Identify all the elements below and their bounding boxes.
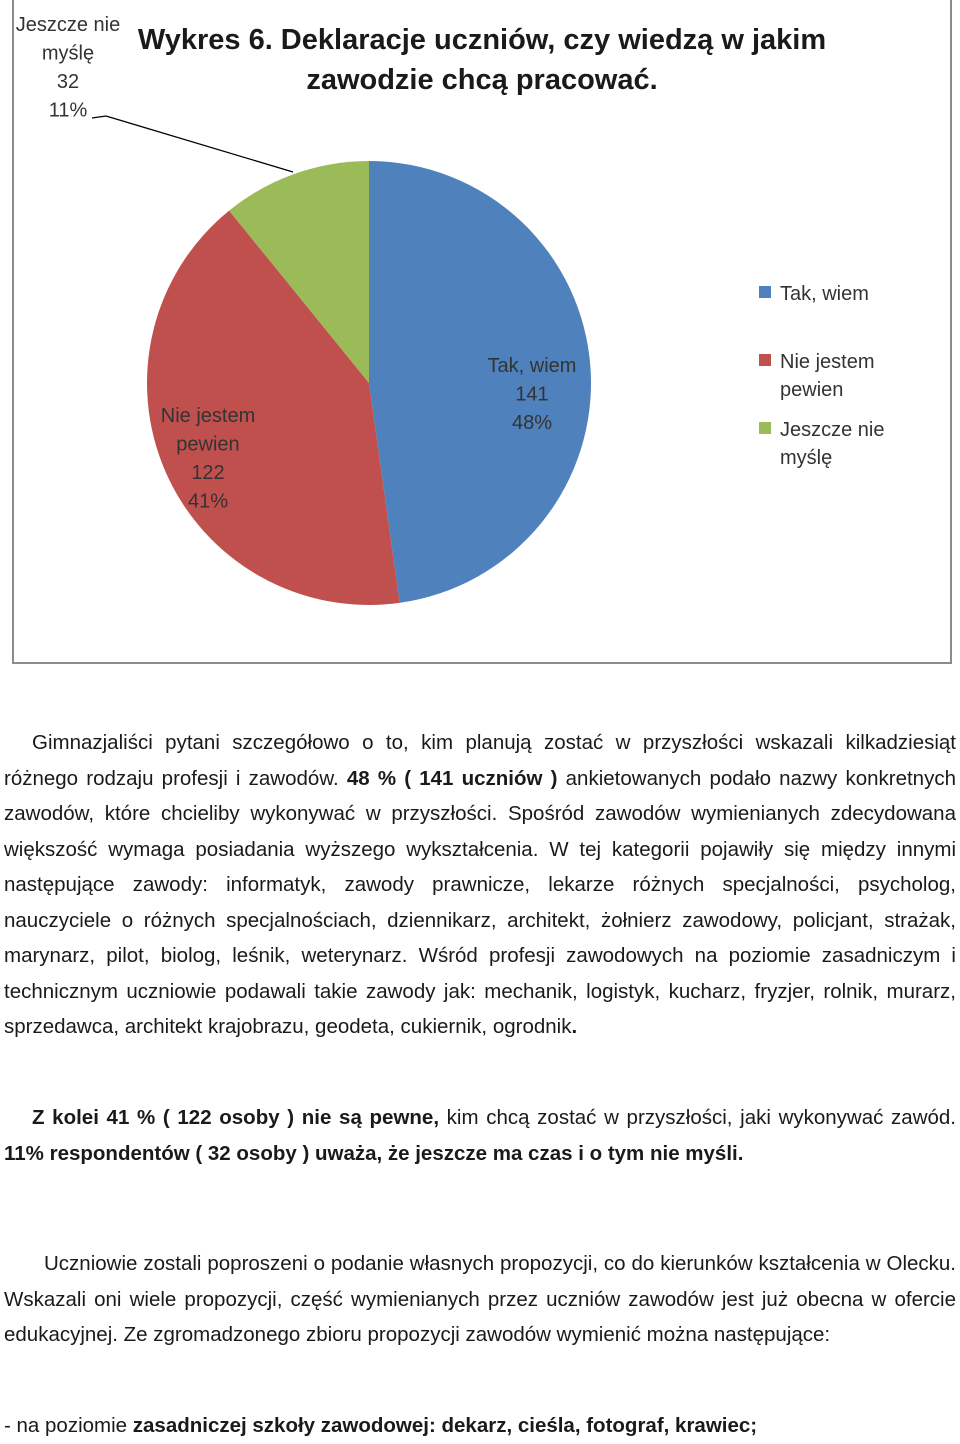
- paragraph-uncertain: [4, 1100, 956, 1171]
- slice-label-2-line-2: 32: [56, 71, 80, 93]
- legend-swatch-1: [759, 354, 771, 366]
- pie-slice-0: [369, 161, 591, 603]
- legend-label-1-line-1: pewien: [780, 379, 844, 401]
- p4-run-1: zasadniczej szkoły zawodowej: dekarz, cieśla, fotograf, krawiec;: [132, 1414, 758, 1437]
- legend-swatch-2: [759, 422, 771, 434]
- slice-label-0-line-2: 48%: [511, 412, 553, 434]
- p2-run-2: 11% respondentów ( 32 osoby ) uważa, że jeszcze ma czas i o tym nie myśli.: [4, 1141, 744, 1165]
- paragraph-professions: [4, 725, 956, 1045]
- slice-label-1-line-2: 122: [191, 462, 225, 484]
- slice-label-0-line-0: Tak, wiem: [487, 355, 577, 377]
- slice-label-1-line-3: 41%: [187, 490, 229, 513]
- p1-run-3: .: [571, 1015, 578, 1038]
- slice-label-1-line-1: pewien: [176, 433, 240, 456]
- paragraph-proposals: [4, 1246, 956, 1353]
- slice-label-2-line-0: Jeszcze nie: [15, 14, 121, 36]
- chart-title-line-2: zawodzie chcą pracować.: [306, 64, 658, 96]
- p1-run-0: Gimnazjaliści pytani szczegółowo o to, kim planują zostać w przyszłości wskazali kilkadziesiąt różnego rodzaju profesji i zawodów.: [4, 731, 956, 790]
- slice-label-0-line-1: 141: [515, 383, 549, 406]
- p1-run-1: 48 % ( 141 uczniów ): [346, 766, 558, 790]
- slice-label-2-line-3: 11%: [48, 99, 88, 122]
- legend-label-2-line-0: Jeszcze nie: [780, 419, 885, 441]
- legend-swatch-0: [759, 286, 771, 298]
- chart-title-line-1: Wykres 6. Deklaracje uczniów, czy wiedzą w jakim: [137, 24, 827, 56]
- slice-label-1-line-0: Nie jestem: [160, 405, 256, 427]
- legend-label-0-line-0: Tak, wiem: [780, 283, 869, 305]
- p2-run-1: kim chcą zostać w przyszłości, jaki wykonywać zawód.: [439, 1106, 956, 1129]
- pie-chart: [0, 0, 960, 680]
- legend-label-1-line-0: Nie jestem: [780, 351, 875, 373]
- p4-run-0: - na poziomie: [4, 1414, 133, 1437]
- legend-label-2-line-1: myślę: [780, 447, 833, 469]
- slice-label-2-line-1: myślę: [41, 42, 95, 65]
- p2-run-0: Z kolei 41 % ( 122 osoby ) nie są pewne,: [32, 1106, 440, 1129]
- paragraph-vocational-school: [4, 1408, 956, 1444]
- leader-line: [92, 116, 293, 172]
- p1-run-2: ankietowanych podało nazwy konkretnych zawodów, które chcieliby wykonywać w przyszłości. Spośród zawodów wymienianych zdecydowana większość wymaga posiadania wyższego wykształcenia. W tej kategorii pojawiły się między innymi następujące zawody: informatyk, zawody prawnicze, lekarze różnych specjalności, psycholog, nauczyciele o różnych specjalnościach, dziennikarz, architekt, żołnierz zawodowy, policjant, strażak, marynarz, pilot, biolog, leśnik, weterynarz. Wśród profesji zawodowych na poziomie zasadniczym i technicznym uczniowie podawali takie zawody jak: mechanik, logistyk, kucharz, fryzjer, rolnik, murarz, sprzedawca, architekt krajobrazu, geodeta, cukiernik, ogrodnik: [4, 766, 956, 1038]
- p3-run-0: Uczniowie zostali poproszeni o podanie własnych propozycji, co do kierunków kształcenia w Olecku. Wskazali oni wiele propozycji, część wymienianych przez uczniów zawodów jest już obecna w ofercie edukacyjnej. Ze zgromadzonego zbioru propozycji zawodów wymienić można następujące:: [4, 1252, 956, 1346]
